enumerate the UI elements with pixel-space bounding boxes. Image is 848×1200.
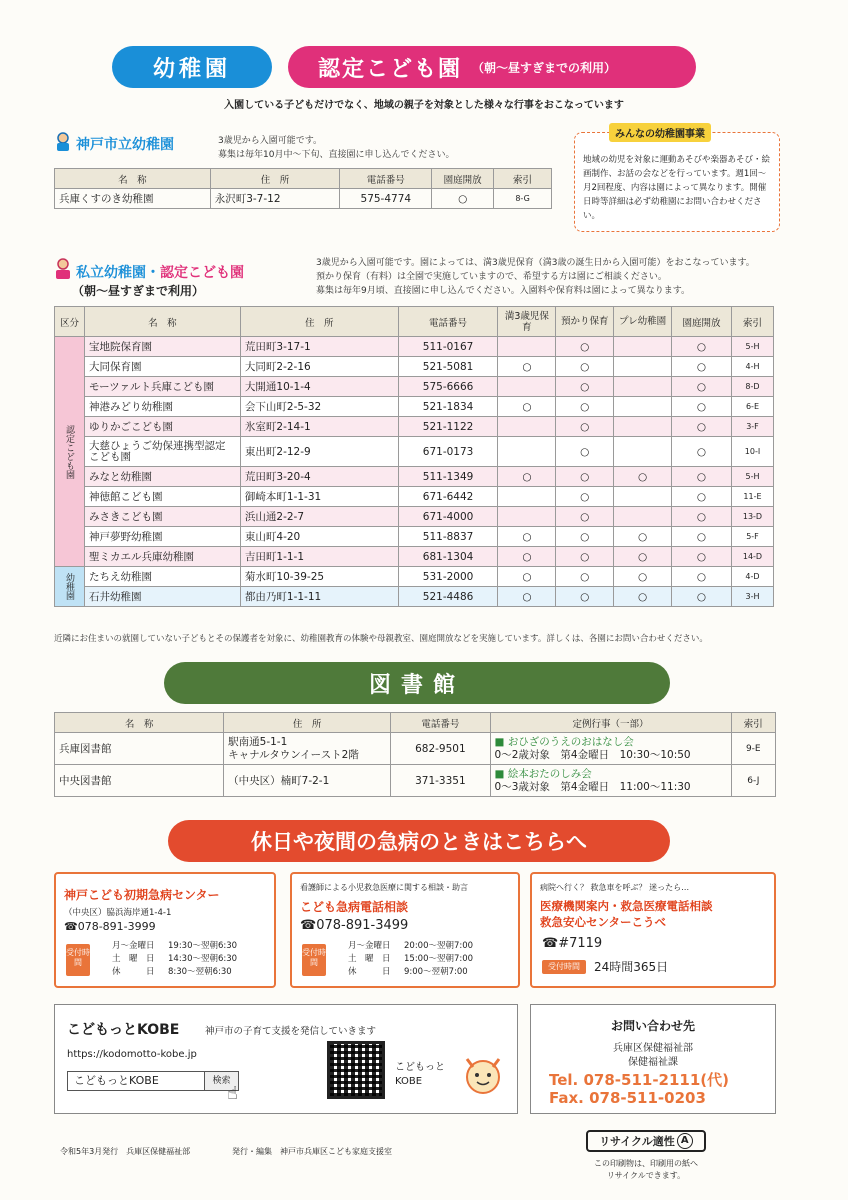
lib-index: 9-E bbox=[731, 733, 775, 765]
kg-address: 永沢町3-7-12 bbox=[210, 189, 340, 209]
search-button[interactable]: 検索 bbox=[204, 1072, 238, 1090]
cell-idx: 5-F bbox=[731, 527, 773, 547]
kodomoen-pill bbox=[288, 46, 696, 88]
table-row bbox=[55, 437, 774, 467]
col-azukari bbox=[556, 307, 614, 337]
recycle-mark-icon: A bbox=[677, 1133, 693, 1149]
cell-open: ○ bbox=[672, 357, 732, 377]
cell-name: 神港みどり幼稚園 bbox=[84, 397, 240, 417]
table-row bbox=[55, 733, 776, 765]
lib-event bbox=[490, 765, 731, 797]
cell-azu: ○ bbox=[556, 487, 614, 507]
library-table bbox=[54, 712, 776, 797]
kobe-city-title: 神戸市立幼稚園 bbox=[76, 137, 174, 153]
cell-open: ○ bbox=[672, 567, 732, 587]
kobe-city-header-row bbox=[55, 169, 552, 189]
cell-pre bbox=[614, 357, 672, 377]
table-row bbox=[55, 189, 552, 209]
table-row bbox=[55, 397, 774, 417]
group-kodomoen: 認定こども園 bbox=[55, 337, 85, 567]
kindergarten-pill bbox=[112, 46, 272, 88]
cell-pre: ○ bbox=[614, 467, 672, 487]
table-row bbox=[55, 377, 774, 397]
table-row bbox=[55, 527, 774, 547]
footer-issued: 令和5年3月発行 兵庫区保健福祉部 bbox=[60, 1147, 191, 1156]
cell-name: たちえ幼稚園 bbox=[84, 567, 240, 587]
kg-garden: ○ bbox=[432, 189, 494, 209]
kodomotto-logo: こどもっと KOBE bbox=[395, 1062, 445, 1087]
kobe-city-note1: 3歳児から入園可能です。 bbox=[218, 136, 323, 146]
book-icon: ■ bbox=[494, 735, 508, 748]
cell-azu: ○ bbox=[556, 437, 614, 467]
cell-name: 宝地院保育園 bbox=[84, 337, 240, 357]
cell-name: みなと幼稚園 bbox=[84, 467, 240, 487]
lib-address-line1: 駅南通5-1-1 bbox=[228, 735, 288, 748]
contact-fax: Fax. 078-511-0203 bbox=[549, 1089, 706, 1107]
private-table bbox=[54, 306, 774, 607]
cell-pre bbox=[614, 397, 672, 417]
private-title-part1: 私立幼稚園・ bbox=[76, 265, 160, 281]
col-event: 定例行事（一部） bbox=[490, 713, 731, 733]
library-title: 図書館 bbox=[368, 672, 465, 698]
hours-row bbox=[348, 966, 473, 979]
cell-tel: 511-0167 bbox=[398, 337, 498, 357]
cell-m3 bbox=[498, 417, 556, 437]
cell-azu: ○ bbox=[556, 567, 614, 587]
cell-name: 大慈ひょうご幼保連携型認定こども園 bbox=[84, 437, 240, 467]
cell-pre: ○ bbox=[614, 547, 672, 567]
box3-hours: 24時間365日 bbox=[594, 960, 669, 974]
cell-name: ゆりかごこども園 bbox=[84, 417, 240, 437]
cell-addr: 都由乃町1-1-11 bbox=[240, 587, 398, 607]
lib-index: 6-J bbox=[731, 765, 775, 797]
book-icon: ■ bbox=[494, 767, 508, 780]
cell-azu: ○ bbox=[556, 417, 614, 437]
kodomoen-sub: （朝～昼すぎまでの利用） bbox=[472, 60, 617, 75]
child-icon bbox=[54, 132, 72, 152]
cell-addr: 荒田町3-20-4 bbox=[240, 467, 398, 487]
hours-row bbox=[112, 940, 237, 953]
cell-pre: ○ bbox=[614, 527, 672, 547]
emergency-box-1 bbox=[54, 872, 276, 988]
cell-open: ○ bbox=[672, 467, 732, 487]
lib-event-title bbox=[495, 736, 727, 749]
cell-tel: 521-1834 bbox=[398, 397, 498, 417]
cell-azu: ○ bbox=[556, 337, 614, 357]
cell-open: ○ bbox=[672, 587, 732, 607]
table-row bbox=[55, 337, 774, 357]
cell-idx: 4-D bbox=[731, 567, 773, 587]
cell-idx: 5-H bbox=[731, 467, 773, 487]
cell-tel: 681-1304 bbox=[398, 547, 498, 567]
col-index: 索引 bbox=[731, 307, 773, 337]
cell-m3: ○ bbox=[498, 587, 556, 607]
cell-pre bbox=[614, 507, 672, 527]
box3-lead: 病院へ行く？ 救急車を呼ぶ？ 迷ったら… bbox=[540, 883, 690, 892]
col-address: 住 所 bbox=[240, 307, 398, 337]
child-icon bbox=[54, 258, 72, 280]
cell-name: 石井幼稚園 bbox=[84, 587, 240, 607]
lib-tel: 371-3351 bbox=[391, 765, 490, 797]
kobe-city-table bbox=[54, 168, 552, 209]
cell-m3 bbox=[498, 507, 556, 527]
contact-dept2: 保健福祉課 bbox=[628, 1057, 678, 1068]
cell-idx: 6-E bbox=[731, 397, 773, 417]
cell-m3 bbox=[498, 377, 556, 397]
hours-day: 土 曜 日 bbox=[348, 954, 391, 964]
cell-m3: ○ bbox=[498, 467, 556, 487]
contact-dept1: 兵庫区保健福祉部 bbox=[613, 1043, 693, 1054]
private-title-part2: 認定こども園 bbox=[160, 265, 244, 281]
hours-row bbox=[112, 953, 237, 966]
minna-title: みんなの幼稚園事業 bbox=[609, 123, 711, 142]
group-kindergarten: 幼稚園 bbox=[55, 567, 85, 607]
kodomotto-desc: 神戸市の子育て支援を発信していきます bbox=[205, 1026, 377, 1037]
cell-addr: 吉田町1-1-1 bbox=[240, 547, 398, 567]
table-row bbox=[55, 765, 776, 797]
cell-tel: 521-1122 bbox=[398, 417, 498, 437]
box3-title2: 救急安心センターこうべ bbox=[540, 915, 667, 929]
kindergarten-label: 幼稚園 bbox=[152, 56, 231, 82]
cell-tel: 671-0173 bbox=[398, 437, 498, 467]
kobe-city-note2: 募集は毎年10月中～下旬、直接園に申し込んでください。 bbox=[218, 150, 455, 160]
cell-open: ○ bbox=[672, 437, 732, 467]
box2-tel: ☎078-891-3499 bbox=[300, 918, 409, 933]
box3-title1: 医療機関案内・救急医療電話相談 bbox=[540, 899, 713, 913]
emergency-box-3 bbox=[530, 872, 776, 988]
hours-day: 休 日 bbox=[348, 967, 391, 977]
private-header-row bbox=[55, 307, 774, 337]
cell-idx: 13-D bbox=[731, 507, 773, 527]
col-name: 名 称 bbox=[84, 307, 240, 337]
table-row bbox=[55, 417, 774, 437]
cell-m3 bbox=[498, 487, 556, 507]
cell-m3: ○ bbox=[498, 397, 556, 417]
cell-addr: 浜山通2-2-7 bbox=[240, 507, 398, 527]
cell-addr: 大開通10-1-4 bbox=[240, 377, 398, 397]
private-title bbox=[76, 262, 244, 282]
cell-pre bbox=[614, 437, 672, 467]
table-row bbox=[55, 547, 774, 567]
col-m3 bbox=[498, 307, 556, 337]
private-note1: 3歳児から入園可能です。園によっては、満3歳児保育（満3歳の誕生日から入園可能）をおこなっています。 bbox=[316, 258, 755, 268]
recycle-note2: リサイクルできます。 bbox=[606, 1171, 686, 1180]
lib-address: （中央区）楠町7-2-1 bbox=[224, 765, 391, 797]
hours-row bbox=[112, 966, 237, 979]
box2-title: こども急病電話相談 bbox=[300, 900, 409, 914]
lib-event bbox=[490, 733, 731, 765]
cell-addr: 氷室町2-14-1 bbox=[240, 417, 398, 437]
cell-idx: 5-H bbox=[731, 337, 773, 357]
col-tel: 電話番号 bbox=[398, 307, 498, 337]
lib-name: 中央図書館 bbox=[55, 765, 224, 797]
kodomotto-box bbox=[54, 1004, 518, 1114]
cell-pre bbox=[614, 377, 672, 397]
recycle-label: リサイクル適性 bbox=[599, 1135, 675, 1148]
box1-title: 神戸こども初期急病センター bbox=[64, 888, 220, 902]
cell-azu: ○ bbox=[556, 357, 614, 377]
cell-tel: 671-6442 bbox=[398, 487, 498, 507]
hours-time: 15:00～翌朝7:00 bbox=[404, 954, 474, 964]
contact-tel: Tel. 078-511-2111(代) bbox=[549, 1071, 730, 1089]
cell-open: ○ bbox=[672, 397, 732, 417]
table-row bbox=[55, 487, 774, 507]
hours-day: 休 日 bbox=[112, 967, 155, 977]
cell-name: モーツァルト兵庫こども園 bbox=[84, 377, 240, 397]
recycle-badge bbox=[586, 1130, 706, 1152]
table-row bbox=[55, 507, 774, 527]
col-group: 区分 bbox=[55, 307, 85, 337]
footer-editor: 発行・編集 神戸市兵庫区こども家庭支援室 bbox=[232, 1147, 392, 1156]
col-pre-label: プレ幼稚園 bbox=[619, 316, 667, 327]
minna-box bbox=[574, 129, 780, 232]
hours-day: 月～金曜日 bbox=[348, 941, 391, 951]
col-address: 住 所 bbox=[210, 169, 340, 189]
lib-event-detail: 0～2歳対象 第4金曜日 10:30～10:50 bbox=[494, 748, 691, 761]
cell-open: ○ bbox=[672, 487, 732, 507]
cell-open: ○ bbox=[672, 507, 732, 527]
cell-addr: 御崎本町1-1-31 bbox=[240, 487, 398, 507]
hours-time: 9:00～翌朝7:00 bbox=[404, 967, 468, 977]
cell-open: ○ bbox=[672, 417, 732, 437]
lib-event-title bbox=[495, 768, 727, 781]
table-row bbox=[55, 567, 774, 587]
cell-idx: 10-I bbox=[731, 437, 773, 467]
cell-addr: 東山町4-20 bbox=[240, 527, 398, 547]
cell-tel: 511-8837 bbox=[398, 527, 498, 547]
box2-lead: 看護師による小児救急医療に関する相談・助言 bbox=[300, 883, 468, 892]
cell-m3 bbox=[498, 437, 556, 467]
cell-azu: ○ bbox=[556, 587, 614, 607]
baby-icon bbox=[459, 1051, 507, 1103]
hours-day: 月～金曜日 bbox=[112, 941, 155, 951]
col-garden: 園庭開放 bbox=[432, 169, 494, 189]
box1-tel: ☎078-891-3999 bbox=[64, 920, 156, 933]
cell-tel: 521-4486 bbox=[398, 587, 498, 607]
kg-name: 兵庫くすのき幼稚園 bbox=[55, 189, 211, 209]
pointer-icon: ☝ bbox=[227, 1083, 238, 1104]
recycle-note1: この印刷物は、印刷用の紙へ bbox=[594, 1159, 698, 1168]
cell-m3 bbox=[498, 337, 556, 357]
lib-event-name: 絵本おたのしみ会 bbox=[507, 767, 592, 780]
col-m3-label: 満3歳児保育 bbox=[504, 310, 549, 333]
col-name: 名 称 bbox=[55, 713, 224, 733]
cell-pre bbox=[614, 417, 672, 437]
search-box bbox=[67, 1071, 239, 1091]
cell-tel: 531-2000 bbox=[398, 567, 498, 587]
box1-tag: 受付時間 bbox=[66, 944, 90, 976]
cell-name: 神戸夢野幼稚園 bbox=[84, 527, 240, 547]
emergency-banner bbox=[168, 820, 670, 862]
hours-row bbox=[348, 940, 473, 953]
contact-box bbox=[530, 1004, 776, 1114]
cell-idx: 11-E bbox=[731, 487, 773, 507]
qr-code[interactable] bbox=[327, 1041, 385, 1099]
hours-time: 14:30～翌朝6:30 bbox=[168, 954, 238, 964]
box2-hours bbox=[348, 940, 473, 979]
cell-idx: 3-H bbox=[731, 587, 773, 607]
cell-azu: ○ bbox=[556, 507, 614, 527]
box1-address: （中央区）脇浜海岸通1-4-1 bbox=[64, 908, 172, 918]
emergency-title: 休日や夜間の急病のときはこちらへ bbox=[251, 830, 587, 854]
cell-pre: ○ bbox=[614, 567, 672, 587]
emergency-box-2 bbox=[290, 872, 520, 988]
lib-name: 兵庫図書館 bbox=[55, 733, 224, 765]
search-input[interactable]: こどもっとKOBE bbox=[74, 1074, 159, 1087]
box1-hours bbox=[112, 940, 237, 979]
hours-time: 8:30～翌朝6:30 bbox=[168, 967, 232, 977]
cell-name: 神徳館こども園 bbox=[84, 487, 240, 507]
cell-azu: ○ bbox=[556, 547, 614, 567]
hours-time: 20:00～翌朝7:00 bbox=[404, 941, 474, 951]
cell-pre bbox=[614, 487, 672, 507]
cell-m3: ○ bbox=[498, 527, 556, 547]
cell-azu: ○ bbox=[556, 467, 614, 487]
box3-tag: 受付時間 bbox=[542, 960, 586, 974]
col-tel: 電話番号 bbox=[391, 713, 490, 733]
cell-tel: 575-6666 bbox=[398, 377, 498, 397]
cell-open: ○ bbox=[672, 337, 732, 357]
col-address: 住 所 bbox=[224, 713, 391, 733]
cell-addr: 大同町2-2-16 bbox=[240, 357, 398, 377]
private-footnote: 近隣にお住まいの就園していない子どもとその保護者を対象に、幼稚園教育の体験や母親教室、園庭開放などを実施しています。詳しくは、各園にお問い合わせください。 bbox=[54, 634, 708, 644]
cell-name: 聖ミカエル兵庫幼稚園 bbox=[84, 547, 240, 567]
lib-event-detail: 0～3歳対象 第4金曜日 11:00～11:30 bbox=[494, 780, 691, 793]
kodomoen-label: 認定こども園 bbox=[318, 56, 463, 82]
cell-m3: ○ bbox=[498, 567, 556, 587]
cell-pre bbox=[614, 337, 672, 357]
hours-day: 土 曜 日 bbox=[112, 954, 155, 964]
cell-tel: 671-4000 bbox=[398, 507, 498, 527]
cell-idx: 8-D bbox=[731, 377, 773, 397]
cell-tel: 521-5081 bbox=[398, 357, 498, 377]
library-banner bbox=[164, 662, 670, 704]
minna-text: 地域の幼児を対象に運動あそびや楽器あそび・絵画制作、お話の会などを行っています。週1回～月2回程度、内容は園によって異なります。開催日時等詳細は必ず幼稚園にお問い合わせください。 bbox=[583, 155, 771, 221]
hours-row bbox=[348, 953, 473, 966]
library-header-row bbox=[55, 713, 776, 733]
cell-azu: ○ bbox=[556, 377, 614, 397]
cell-addr: 会下山町2-5-32 bbox=[240, 397, 398, 417]
table-row bbox=[55, 467, 774, 487]
private-subtitle: （朝～昼すぎまで利用） bbox=[72, 284, 205, 298]
cell-m3: ○ bbox=[498, 357, 556, 377]
cell-azu: ○ bbox=[556, 527, 614, 547]
col-index: 索引 bbox=[494, 169, 552, 189]
col-index: 索引 bbox=[731, 713, 775, 733]
cell-open: ○ bbox=[672, 547, 732, 567]
col-tel: 電話番号 bbox=[340, 169, 432, 189]
kg-index: 8-G bbox=[494, 189, 552, 209]
lib-tel: 682-9501 bbox=[391, 733, 490, 765]
kodomotto-url[interactable]: https://kodomotto-kobe.jp bbox=[67, 1049, 197, 1060]
col-name: 名 称 bbox=[55, 169, 211, 189]
cell-azu: ○ bbox=[556, 397, 614, 417]
cell-name: みさきこども園 bbox=[84, 507, 240, 527]
private-note3: 募集は毎年9月頃、直接園に申し込んでください。入園料や保育料は園によって異なります。 bbox=[316, 286, 691, 296]
table-row bbox=[55, 357, 774, 377]
col-pre bbox=[614, 307, 672, 337]
box3-tel: ☎#7119 bbox=[542, 936, 603, 951]
lib-address-line2: キャナルタウンイースト2階 bbox=[228, 748, 359, 761]
private-note2: 預かり保育（有料）は全園で実施していますので、希望する方は園にご相談ください。 bbox=[316, 272, 667, 282]
cell-open: ○ bbox=[672, 527, 732, 547]
contact-title: お問い合わせ先 bbox=[610, 1019, 695, 1033]
cell-tel: 511-1349 bbox=[398, 467, 498, 487]
box2-tag: 受付時間 bbox=[302, 944, 326, 976]
cell-pre: ○ bbox=[614, 587, 672, 607]
table-row bbox=[55, 587, 774, 607]
cell-open: ○ bbox=[672, 377, 732, 397]
col-azukari-label: 預かり保育 bbox=[560, 316, 609, 327]
cell-addr: 東出町2-12-9 bbox=[240, 437, 398, 467]
cell-addr: 菊水町10-39-25 bbox=[240, 567, 398, 587]
kg-tel: 575-4774 bbox=[340, 189, 432, 209]
cell-name: 大同保育園 bbox=[84, 357, 240, 377]
cell-idx: 14-D bbox=[731, 547, 773, 567]
hours-time: 19:30～翌朝6:30 bbox=[168, 941, 238, 951]
cell-addr: 荒田町3-17-1 bbox=[240, 337, 398, 357]
cell-idx: 3-F bbox=[731, 417, 773, 437]
intro-text: 入園している子どもだけでなく、地域の親子を対象とした様々な行事をおこなっています bbox=[224, 100, 624, 111]
lib-event-name: おひざのうえのおはなし会 bbox=[507, 735, 634, 748]
cell-idx: 4-H bbox=[731, 357, 773, 377]
col-garden: 園庭開放 bbox=[672, 307, 732, 337]
kodomotto-title: こどもっとKOBE bbox=[67, 1022, 180, 1038]
lib-address bbox=[224, 733, 391, 765]
cell-m3: ○ bbox=[498, 547, 556, 567]
